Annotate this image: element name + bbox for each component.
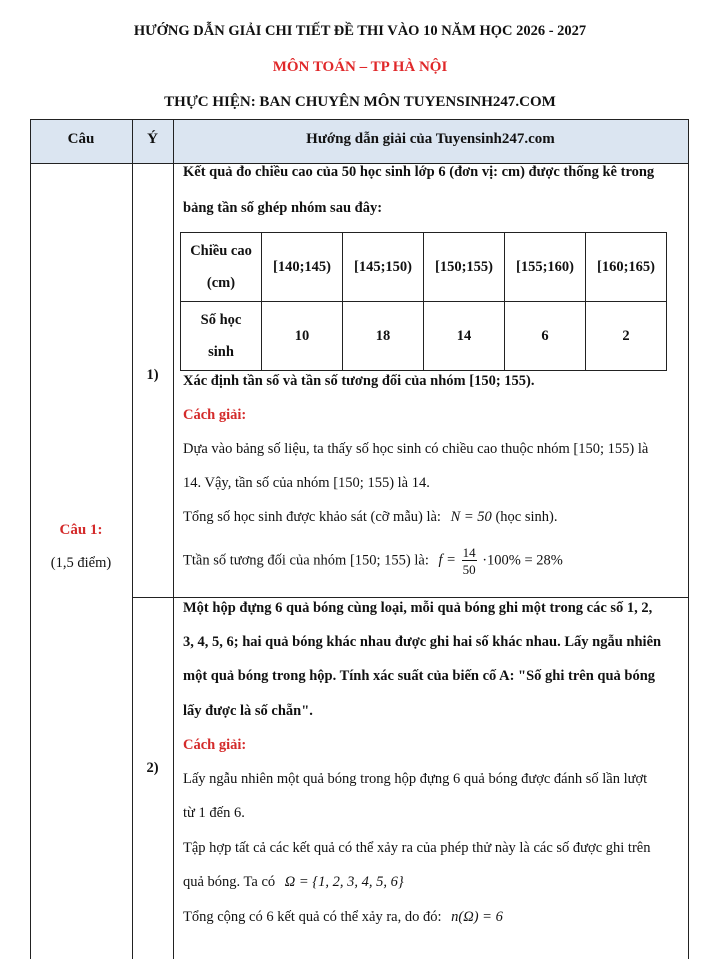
- relative-frequency-result: ·100% = 28%: [482, 552, 563, 569]
- frequency-table: [180, 232, 667, 371]
- fraction-numerator: 14: [462, 545, 476, 560]
- freq-count-cell: 2: [586, 302, 667, 371]
- part-2-prompt-line-1: Một hộp đựng 6 quả bóng cùng loại, mỗi quả bóng ghi một trong các số 1, 2,: [183, 600, 653, 616]
- freq-count-cell: 10: [262, 302, 343, 371]
- part-1-solution-line-3: [183, 509, 678, 526]
- question-label: Câu 1:: [59, 522, 103, 538]
- part-1-task: Xác định tần số và tần số tương đối của nhóm [150; 155).: [183, 373, 535, 389]
- table-border-right: [688, 119, 689, 959]
- part-1-prompt-line-2: bảng tần số ghép nhóm sau đây:: [183, 200, 383, 216]
- document-title: HƯỚNG DẪN GIẢI CHI TIẾT ĐỀ THI VÀO 10 NĂM HỌC 2026 - 2027: [133, 23, 587, 39]
- freq-count-cell: 6: [505, 302, 586, 371]
- freq-group-cell: [160;165): [586, 233, 667, 302]
- fraction-denominator: 50: [462, 562, 476, 577]
- column-header-guide: Hướng dẫn giải của Tuyensinh247.com: [306, 131, 555, 147]
- solution-table: [30, 119, 689, 959]
- sample-space-formula: Ω = {1, 2, 3, 4, 5, 6}: [284, 874, 404, 890]
- part-2-prompt-line-3: một quả bóng trong hộp. Tính xác suất của biến cố A: "Số ghi trên quả bóng: [183, 668, 656, 684]
- part-2-index: 2): [146, 760, 159, 776]
- document-author: THỰC HIỆN: BAN CHUYÊN MÔN TUYENSINH247.COM: [164, 94, 556, 110]
- freq-group-cell: [155;160): [505, 233, 586, 302]
- document-subject: MÔN TOÁN – TP HÀ NỘI: [272, 59, 448, 75]
- outcome-count-text: Tổng cộng có 6 kết quả có thể xảy ra, do đó:: [183, 909, 442, 925]
- column-header-cau: Câu: [67, 131, 95, 147]
- part-2-solution-line-2: từ 1 đến 6.: [183, 805, 245, 821]
- part-2-solution-line-3: Tập hợp tất cả các kết quả có thể xảy ra của phép thử này là các số được ghi trên: [183, 840, 651, 856]
- sample-space-text: quả bóng. Ta có: [183, 874, 276, 890]
- part-2-solution-label: Cách giải:: [183, 737, 247, 753]
- freq-row-header-count-line1: Số học: [200, 312, 242, 328]
- part-1-prompt-line-1: Kết quả đo chiều cao của 50 học sinh lớp 6 (đơn vị: cm) được thống kê trong: [183, 164, 655, 180]
- freq-count-cell: 18: [343, 302, 424, 371]
- part-1-solution-line-4: [183, 546, 678, 576]
- freq-count-cell: 14: [424, 302, 505, 371]
- part-2-solution-line-4: [183, 874, 678, 891]
- part-2-prompt-line-4: lấy được là số chẵn".: [183, 703, 313, 719]
- freq-row-header-height: [181, 233, 262, 302]
- freq-group-cell: [140;145): [262, 233, 343, 302]
- part-1-solution-line-2: 14. Vậy, tần số của nhóm [150; 155) là 14.: [183, 475, 430, 491]
- part-1-solution-line-1: Dựa vào bảng số liệu, ta thấy số học sinh có chiều cao thuộc nhóm [150; 155) là: [183, 441, 649, 457]
- column-divider-2: [173, 119, 174, 959]
- sample-size-unit: (học sinh).: [495, 509, 558, 525]
- part-1-index: 1): [146, 367, 159, 383]
- freq-row-header-height-line2: (cm): [206, 275, 236, 291]
- table-border-left: [30, 119, 31, 959]
- freq-group-cell: [150;155): [424, 233, 505, 302]
- freq-group-cell: [145;150): [343, 233, 424, 302]
- part-divider: [132, 597, 689, 598]
- freq-row-header-height-line1: Chiều cao: [190, 243, 252, 259]
- freq-row-header-count: [181, 302, 262, 371]
- table-border-top: [30, 119, 689, 120]
- column-divider-1: [132, 119, 133, 959]
- part-2-prompt-line-2: 3, 4, 5, 6; hai quả bóng khác nhau được ghi hai số khác nhau. Lấy ngẫu nhiên: [183, 634, 662, 650]
- outcome-count-formula: n(Ω) = 6: [451, 909, 503, 925]
- relative-frequency-fraction: [462, 546, 477, 576]
- column-header-y: Ý: [147, 131, 158, 147]
- freq-row-header-count-line2: sinh: [208, 344, 234, 360]
- sample-size-text: Tổng số học sinh được khảo sát (cỡ mẫu) là:: [183, 509, 441, 525]
- part-2-solution-line-1: Lấy ngẫu nhiên một quả bóng trong hộp đựng 6 quả bóng được đánh số lần lượt: [183, 771, 648, 787]
- relative-frequency-symbol: f =: [438, 552, 456, 569]
- part-2-solution-line-5: [183, 909, 678, 926]
- part-1-solution-label: Cách giải:: [183, 407, 247, 423]
- question-points: (1,5 điểm): [50, 555, 112, 571]
- relative-frequency-text: Ttần số tương đối của nhóm [150; 155) là:: [183, 552, 429, 569]
- sample-size-formula: N = 50: [450, 509, 492, 525]
